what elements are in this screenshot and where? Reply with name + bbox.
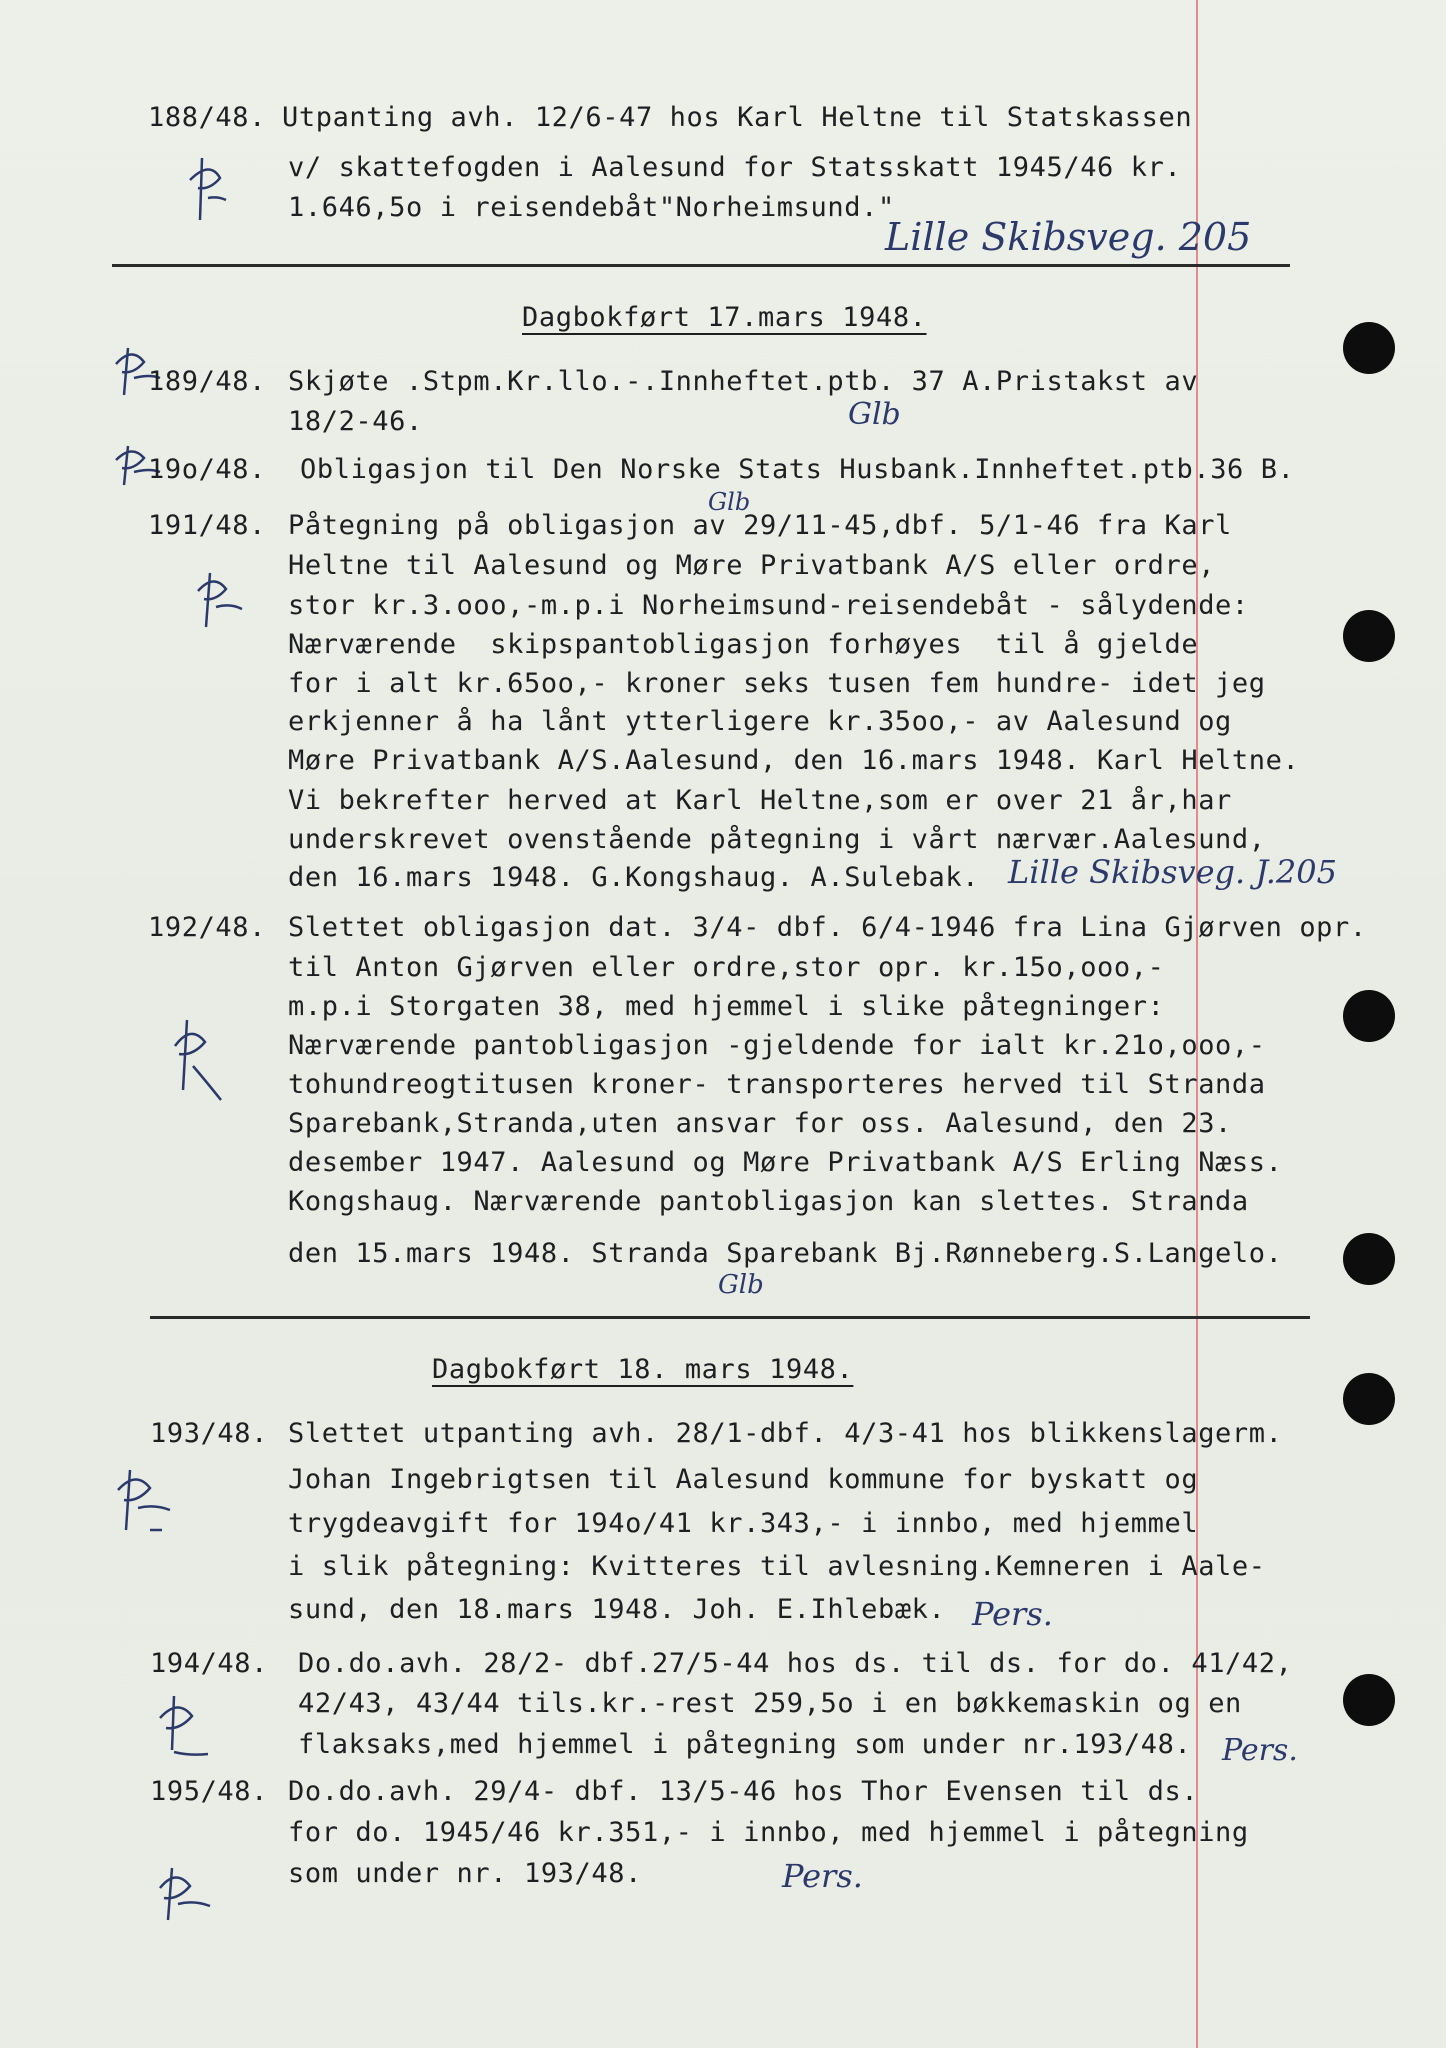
entry-number: 193/48. bbox=[150, 1418, 268, 1449]
entry-text-line: den 16.mars 1948. G.Kongshaug. A.Sulebak. bbox=[288, 862, 980, 893]
handwritten-signature-pers: Pers. bbox=[782, 1857, 863, 1895]
entry-number: 192/48. bbox=[148, 912, 266, 943]
punch-hole bbox=[1343, 322, 1395, 374]
section-divider bbox=[150, 1316, 1310, 1319]
entry-text-line: sund, den 18.mars 1948. Joh. E.Ihlebæk. bbox=[288, 1594, 946, 1625]
entry-text-line: Kongshaug. Nærværende pantobligasjon kan slettes. Stranda bbox=[288, 1186, 1249, 1217]
entry-text-line: underskrevet ovenstående påtegning i vårt nærvær.Aalesund, bbox=[288, 824, 1266, 855]
margin-initials-mark bbox=[180, 150, 230, 230]
red-margin-line bbox=[1196, 0, 1198, 2048]
punch-hole bbox=[1343, 990, 1395, 1042]
punch-hole bbox=[1343, 610, 1395, 662]
entry-text-line: til Anton Gjørven eller ordre,stor opr. kr.15o,ooo,- bbox=[288, 952, 1165, 983]
entry-text-line: Slettet obligasjon dat. 3/4- dbf. 6/4-1946 fra Lina Gjørven opr. bbox=[288, 912, 1367, 943]
handwritten-address: Lille Skibsveg. 205 bbox=[885, 215, 1252, 259]
entry-number: 188/48. bbox=[148, 102, 266, 133]
entry-number: 189/48. bbox=[148, 366, 266, 397]
entry-text-line: erkjenner å ha lånt ytterligere kr.35oo,- av Aalesund og bbox=[288, 706, 1232, 737]
entry-text-line: flaksaks,med hjemmel i påtegning som under nr.193/48. bbox=[298, 1729, 1192, 1760]
section-heading: Dagbokført 17.mars 1948. bbox=[522, 302, 927, 333]
entry-text-line: Do.do.avh. 28/2- dbf.27/5-44 hos ds. til ds. for do. 41/42, bbox=[298, 1648, 1293, 1679]
handwritten-initials: Glb bbox=[718, 1270, 764, 1300]
entry-text-line: Nærværende skipspantobligasjon forhøyes til å gjelde bbox=[288, 629, 1199, 660]
entry-number: 195/48. bbox=[150, 1776, 268, 1807]
entry-text-line: 18/2-46. bbox=[288, 406, 423, 437]
section-heading: Dagbokført 18. mars 1948. bbox=[432, 1354, 854, 1385]
entry-text-line: Johan Ingebrigtsen til Aalesund kommune for byskatt og bbox=[288, 1464, 1199, 1495]
entry-text-line: Påtegning på obligasjon av 29/11-45,dbf. 5/1-46 fra Karl bbox=[288, 510, 1232, 541]
entry-text-line: Nærværende pantobligasjon -gjeldende for ialt kr.21o,ooo,- bbox=[288, 1030, 1266, 1061]
entry-text-line: for i alt kr.65oo,- kroner seks tusen fem hundre- idet jeg bbox=[288, 668, 1266, 699]
entry-text-line: Utpanting avh. 12/6-47 hos Karl Heltne til Statskassen bbox=[282, 102, 1193, 133]
margin-initials-mark bbox=[165, 1010, 235, 1110]
entry-text-line: 1.646,5o i reisendebåt"Norheimsund." bbox=[288, 192, 895, 223]
entry-text-line: Do.do.avh. 29/4- dbf. 13/5-46 hos Thor Evensen til ds. bbox=[288, 1776, 1199, 1807]
entry-number: 194/48. bbox=[150, 1648, 268, 1679]
entry-text-line: for do. 1945/46 kr.351,- i innbo, med hjemmel i påtegning bbox=[288, 1817, 1249, 1848]
entry-text-line: tohundreogtitusen kroner- transporteres herved til Stranda bbox=[288, 1069, 1266, 1100]
entry-text-line: stor kr.3.ooo,-m.p.i Norheimsund-reisendebåt - sålydende: bbox=[288, 590, 1249, 621]
entry-text-line: m.p.i Storgaten 38, med hjemmel i slike påtegninger: bbox=[288, 991, 1165, 1022]
entry-text-line: Heltne til Aalesund og Møre Privatbank A/S eller ordre, bbox=[288, 550, 1216, 581]
punch-hole bbox=[1343, 1373, 1395, 1425]
entry-text-line: Skjøte .Stpm.Kr.llo.-.Innheftet.ptb. 37 A.Pristakst av bbox=[288, 366, 1199, 397]
entry-text-line: trygdeavgift for 194o/41 kr.343,- i innbo, med hjemmel bbox=[288, 1508, 1199, 1539]
handwritten-initials: Glb bbox=[708, 488, 751, 516]
handwritten-initials: Glb bbox=[848, 397, 901, 432]
margin-initials-mark bbox=[150, 1690, 230, 1770]
entry-text-line: desember 1947. Aalesund og Møre Privatbank A/S Erling Næss. bbox=[288, 1147, 1283, 1178]
margin-initials-mark bbox=[150, 1860, 230, 1930]
entry-text-line: Slettet utpanting avh. 28/1-dbf. 4/3-41 hos blikkenslagerm. bbox=[288, 1418, 1283, 1449]
handwritten-address: Lille Skibsveg. J.205 bbox=[1008, 853, 1337, 891]
entry-text-line: som under nr. 193/48. bbox=[288, 1858, 642, 1889]
handwritten-signature-pers: Pers. bbox=[1222, 1733, 1298, 1768]
entry-number: 19o/48. bbox=[148, 454, 266, 485]
entry-text-line: i slik påtegning: Kvitteres til avlesning.Kemneren i Aale- bbox=[288, 1551, 1266, 1582]
entry-text-line: Vi bekrefter herved at Karl Heltne,som er over 21 år,har bbox=[288, 785, 1232, 816]
entry-number: 191/48. bbox=[148, 510, 266, 541]
entry-text-line: den 15.mars 1948. Stranda Sparebank Bj.Rønneberg.S.Langelo. bbox=[288, 1238, 1283, 1269]
entry-text-line: Obligasjon til Den Norske Stats Husbank.Innheftet.ptb.36 B. bbox=[300, 454, 1295, 485]
handwritten-signature-pers: Pers. bbox=[972, 1595, 1053, 1633]
entry-text-line: 42/43, 43/44 tils.kr.-rest 259,5o i en bøkkemaskin og en bbox=[298, 1688, 1242, 1719]
entry-text-line: v/ skattefogden i Aalesund for Statsskatt 1945/46 kr. bbox=[288, 152, 1182, 183]
margin-initials-mark bbox=[190, 565, 250, 635]
margin-initials-mark bbox=[110, 1460, 190, 1540]
entry-text-line: Sparebank,Stranda,uten ansvar for oss. Aalesund, den 23. bbox=[288, 1108, 1232, 1139]
punch-hole bbox=[1343, 1674, 1395, 1726]
punch-hole bbox=[1343, 1233, 1395, 1285]
entry-text-line: Møre Privatbank A/S.Aalesund, den 16.mars 1948. Karl Heltne. bbox=[288, 745, 1300, 776]
section-divider bbox=[112, 264, 1290, 267]
